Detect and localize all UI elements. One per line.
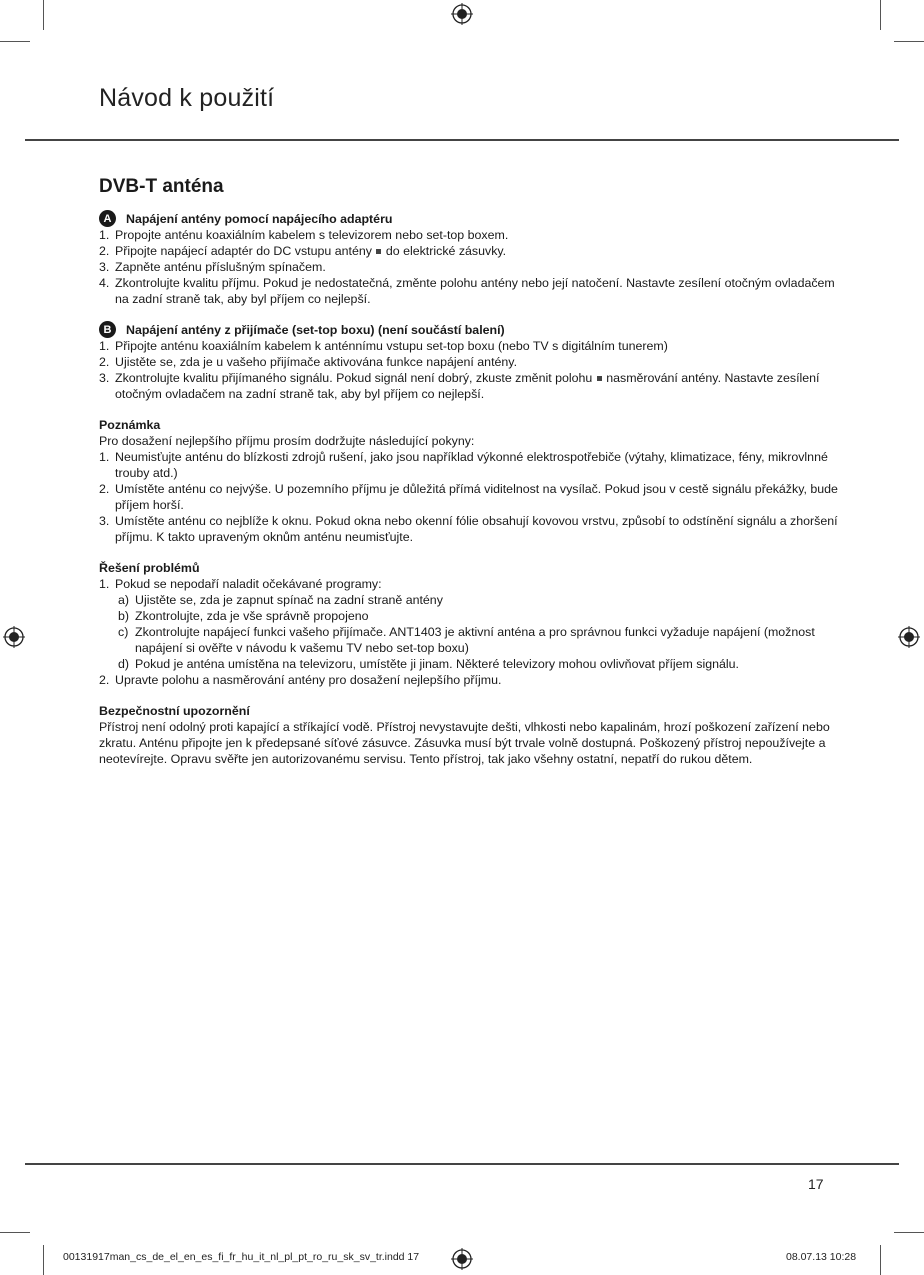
- registration-crosshair-icon: [451, 1248, 473, 1270]
- footer-rule: [25, 1163, 899, 1165]
- crop-mark: [0, 41, 30, 42]
- list-item: 3. Zapněte anténu příslušným spínačem.: [99, 260, 326, 274]
- bullet-symbol-icon: [597, 376, 602, 381]
- main-content: [99, 176, 839, 767]
- section-b-heading-text: Napájení antény z přijímače (set-top boxu) (není součástí balení): [126, 322, 505, 337]
- registration-crosshair-icon: [898, 626, 920, 648]
- list-item: 1. Propojte anténu koaxiálním kabelem s televizorem nebo set-top boxem.: [99, 228, 509, 242]
- list-item: 2. Ujistěte se, zda je u vašeho přijímače aktivována funkce napájení antény.: [99, 355, 518, 369]
- section-title: DVB-T anténa: [99, 176, 224, 197]
- list-subitem: b) Zkontrolujte, zda je vše správně propojeno: [118, 609, 369, 623]
- list-subitem: a) Ujistěte se, zda je zapnut spínač na zadní straně antény: [118, 593, 443, 607]
- page-number: 17: [808, 1176, 824, 1192]
- list-item: 2. Upravte polohu a nasměrování antény pro dosažení nejlepšího příjmu.: [99, 673, 502, 687]
- crop-mark: [43, 0, 44, 30]
- header-rule: [25, 139, 899, 141]
- badge-a-icon: A: [99, 210, 116, 227]
- dc-symbol-icon: [376, 249, 381, 254]
- list-item: 3. Umístěte anténu co nejblíže k oknu. Pokud okna nebo okenní fólie obsahují kovovou vrstvu, způsobí to odstínění signálu a zhoršení příjmu. K takto upraveným oknům anténu neumisťujte.: [99, 514, 838, 544]
- section-b-heading: [99, 321, 839, 338]
- note-intro: Pro dosažení nejlepšího příjmu prosím dodržujte následující pokyny:: [99, 434, 475, 448]
- troubleshooting-list: [99, 576, 839, 688]
- troubleshooting-section: [99, 560, 839, 688]
- footer-filename: 00131917man_cs_de_el_en_es_fi_fr_hu_it_nl_pl_pt_ro_ru_sk_sv_tr.indd 17: [63, 1251, 420, 1263]
- section-a: [99, 210, 839, 307]
- list-item: 1. Neumisťujte anténu do blízkosti zdrojů rušení, jako jsou například výkonné elektrospotřebiče (výtahy, klimatizace, fény, mikrovlnné trouby atd.): [99, 450, 828, 480]
- list-item: 2. Připojte napájecí adaptér do DC vstupu antény do elektrické zásuvky.: [99, 244, 507, 258]
- note-section: [99, 417, 839, 545]
- section-a-list: [99, 227, 839, 307]
- list-subitem: c) Zkontrolujte napájecí funkci vašeho přijímače. ANT1403 je aktivní anténa a pro správnou funkci vyžaduje napájení (možnost napájení si ověřte v návodu k vašemu TV nebo set-top boxu): [118, 625, 815, 655]
- note-heading: Poznámka: [99, 418, 161, 432]
- safety-section: [99, 703, 839, 767]
- troubleshooting-sublist: [118, 592, 839, 672]
- troubleshooting-heading: Řešení problémů: [99, 561, 200, 575]
- page-header-title: Návod k použití: [99, 84, 275, 112]
- crop-mark: [880, 1245, 881, 1275]
- badge-b-icon: B: [99, 321, 116, 338]
- list-item: 1. Připojte anténu koaxiálním kabelem k anténnímu vstupu set-top boxu (nebo TV s digitálním tunerem): [99, 339, 668, 353]
- safety-text: Přístroj není odolný proti kapající a stříkající vodě. Přístroj nevystavujte dešti, vlhkosti nebo kapalinám, hrozí poškození zařízení nebo zkratu. Anténu připojte jen k předepsané síťové zásuvce. Zásuvka musí být trvale volně dostupná. Poškozený přístroj nepoužívejte a neotevírejte. Opravu svěřte jen autorizovanému servisu. Tento přístroj, tak jako všehny ostatní, nepatří do rukou dětem.: [99, 720, 830, 766]
- crop-mark: [894, 41, 924, 42]
- crop-mark: [0, 1232, 30, 1233]
- crop-mark: [880, 0, 881, 30]
- list-item: 3. Zkontrolujte kvalitu přijímaného signálu. Pokud signál není dobrý, zkuste změnit polohu nasměrování antény. Nastavte zesílení otočným ovladačem na zadní straně tak, aby byl příjem co nejlepší.: [99, 371, 820, 401]
- crop-mark: [43, 1245, 44, 1275]
- list-item: 2. Umístěte anténu co nejvýše. U pozemního příjmu je důležitá přímá viditelnost na vysílač. Pokud jsou v cestě signálu překážky, bude příjem horší.: [99, 482, 838, 512]
- list-item: 1. Pokud se nepodaří naladit očekávané programy: a) Ujistěte se, zda je zapnut spínač na zadní straně antény b) Zkontrolujte, zda je vše správně propojeno c) Zkontrolujte napájecí funkci vašeho přijímače. ANT1403 je aktivní anténa a pro správnou funkci vyžaduje napájení (možnost napájení si ověřte v návodu k vašemu TV nebo set-top boxu) d) Pokud je anténa umístěna na televizoru, umístěte ji jinam. Některé televizory mohou ovlivňovat příjem signálu.: [99, 576, 839, 672]
- section-a-heading-text: Napájení antény pomocí napájecího adaptéru: [126, 211, 393, 226]
- safety-heading: Bezpečnostní upozornění: [99, 704, 250, 718]
- section-b: [99, 321, 839, 402]
- section-a-heading: [99, 210, 839, 227]
- crop-mark: [894, 1232, 924, 1233]
- footer-datetime: 08.07.13 10:28: [786, 1251, 857, 1263]
- section-b-list: [99, 338, 839, 402]
- list-subitem: d) Pokud je anténa umístěna na televizoru, umístěte ji jinam. Některé televizory mohou ovlivňovat příjem signálu.: [118, 657, 740, 671]
- registration-crosshair-icon: [451, 3, 473, 25]
- registration-crosshair-icon: [3, 626, 25, 648]
- list-item: 4. Zkontrolujte kvalitu příjmu. Pokud je nedostatečná, změnte polohu antény nebo její natočení. Nastavte zesílení otočným ovladačem na zadní straně tak, aby byl příjem co nejlepší.: [99, 276, 835, 306]
- note-list: [99, 449, 839, 545]
